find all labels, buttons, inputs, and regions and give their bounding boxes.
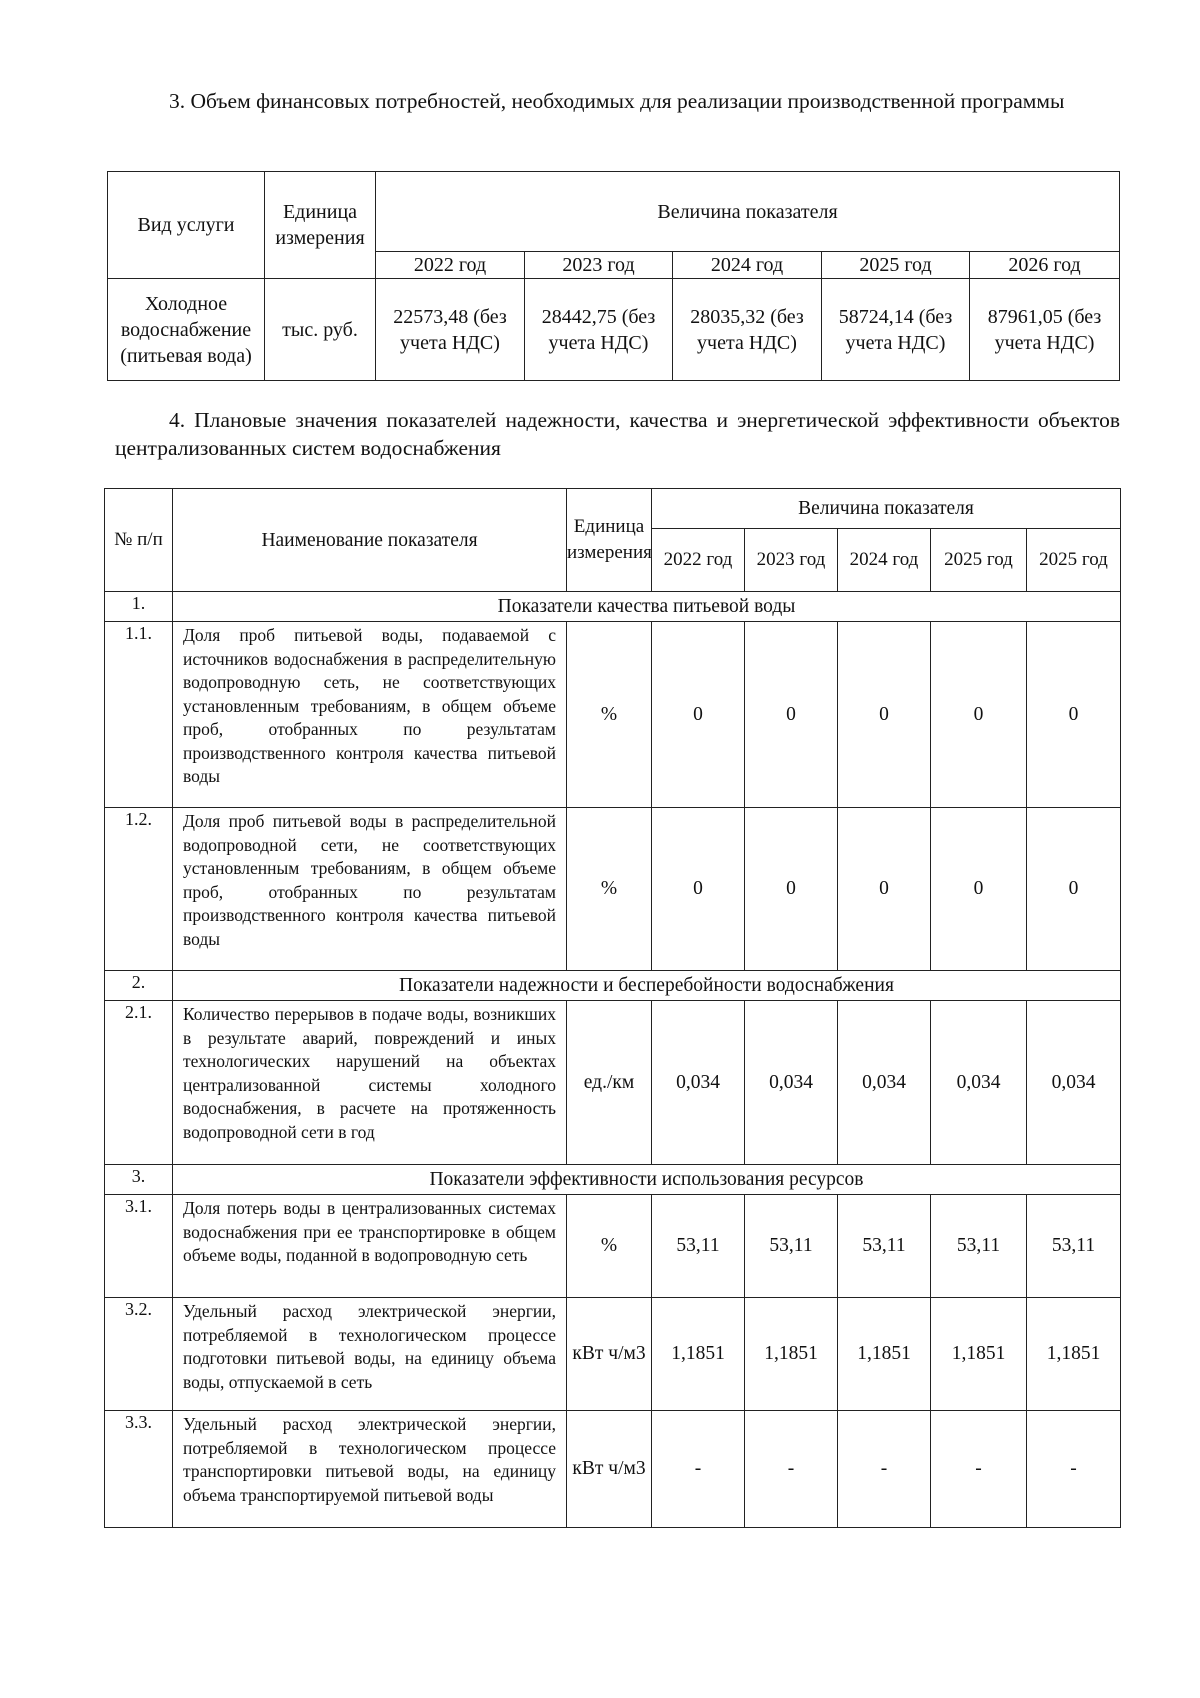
indicator-unit: % [567,622,652,808]
header-year: 2025 год [931,529,1027,592]
indicator-name: Доля потерь воды в централизованных системах водоснабжения при ее транспортировке в общем объеме воды, поданной в водопроводную сеть [173,1195,567,1298]
table-row [105,1195,1121,1298]
header-year: 2023 год [525,252,673,279]
header-year: 2025 год [1027,529,1121,592]
section-num: 1. [105,592,173,622]
header-value: Величина показателя [376,172,1120,252]
value-cell: 0 [838,622,931,808]
value-cell: 0,034 [838,1001,931,1165]
financial-needs-table [107,171,1120,381]
table-row [105,1001,1121,1165]
indicator-name: Удельный расход электрической энергии, потребляемой в технологическом процессе транспортировки питьевой воды, на единицу объема транспортируемой питьевой воды [173,1411,567,1528]
value-cell: 58724,14 (без учета НДС) [822,279,970,381]
indicator-unit: % [567,808,652,971]
row-num: 3.2. [105,1298,173,1411]
value-cell: 0 [931,622,1027,808]
value-cell: 0 [1027,808,1121,971]
section-3-heading: 3. Объем финансовых потребностей, необходимых для реализации производственной программы [169,89,1065,113]
header-name: Наименование показателя [173,489,567,592]
value-cell: 1,1851 [838,1298,931,1411]
service-unit: тыс. руб. [265,279,376,381]
value-cell: 1,1851 [652,1298,745,1411]
header-unit: Единица измерения [567,489,652,592]
value-cell: - [745,1411,838,1528]
value-cell: 0,034 [745,1001,838,1165]
section-row [105,592,1121,622]
section-title: Показатели качества питьевой воды [173,592,1121,622]
header-year: 2022 год [376,252,525,279]
section-row [105,971,1121,1001]
indicator-unit: кВт ч/м3 [567,1298,652,1411]
header-service-type: Вид услуги [108,172,265,279]
indicator-name: Доля проб питьевой воды в распределительной водопроводной сети, не соответствующих установленным требованиям, в общем объеме проб, отобранных по результатам производственного контроля качества питьевой воды [173,808,567,971]
value-cell: 53,11 [1027,1195,1121,1298]
row-num: 3.1. [105,1195,173,1298]
header-year: 2025 год [822,252,970,279]
indicator-name: Доля проб питьевой воды, подаваемой с источников водоснабжения в распределительную водопроводную сеть, не соответствующих установленным требованиям, в общем объеме проб, отобранных по результатам производственного контроля качества питьевой воды [173,622,567,808]
value-cell: - [931,1411,1027,1528]
row-num: 3.3. [105,1411,173,1528]
row-num: 1.1. [105,622,173,808]
value-cell: 28442,75 (без учета НДС) [525,279,673,381]
value-cell: 0 [838,808,931,971]
section-title: Показатели надежности и бесперебойности водоснабжения [173,971,1121,1001]
value-cell: 0 [931,808,1027,971]
header-year: 2026 год [970,252,1120,279]
value-cell: 0,034 [931,1001,1027,1165]
service-name: Холодное водоснабжение (питьевая вода) [108,279,265,381]
value-cell: 22573,48 (без учета НДС) [376,279,525,381]
value-cell: 53,11 [931,1195,1027,1298]
indicator-unit: кВт ч/м3 [567,1411,652,1528]
section-4-heading: 4. Плановые значения показателей надежности, качества и энергетической эффективности объектов централизованных систем водоснабжения [115,408,1120,460]
indicator-unit: % [567,1195,652,1298]
table-row [105,808,1121,971]
value-cell: 0 [652,622,745,808]
table-row [105,1411,1121,1528]
value-cell: 1,1851 [1027,1298,1121,1411]
table-row [105,622,1121,808]
section-title: Показатели эффективности использования ресурсов [173,1165,1121,1195]
header-year: 2024 год [673,252,822,279]
value-cell: 53,11 [838,1195,931,1298]
header-unit: Единица измерения [265,172,376,279]
row-num: 2.1. [105,1001,173,1165]
value-cell: 28035,32 (без учета НДС) [673,279,822,381]
value-cell: 0 [745,808,838,971]
header-year: 2022 год [652,529,745,592]
value-cell: - [652,1411,745,1528]
value-cell: 53,11 [745,1195,838,1298]
section-num: 3. [105,1165,173,1195]
indicator-unit: ед./км [567,1001,652,1165]
value-cell: 0 [652,808,745,971]
section-num: 2. [105,971,173,1001]
indicator-name: Количество перерывов в подаче воды, возникших в результате аварий, повреждений и иных технологических нарушений на объектах централизованной системы холодного водоснабжения, в расчете на протяженность водопроводной сети в год [173,1001,567,1165]
header-year: 2023 год [745,529,838,592]
section-row [105,1165,1121,1195]
value-cell: - [838,1411,931,1528]
value-cell: 0 [745,622,838,808]
header-year: 2024 год [838,529,931,592]
value-cell: 0 [1027,622,1121,808]
value-cell: 1,1851 [931,1298,1027,1411]
indicator-name: Удельный расход электрической энергии, потребляемой в технологическом процессе подготовки питьевой воды, на единицу объема воды, отпускаемой в сеть [173,1298,567,1411]
value-cell: - [1027,1411,1121,1528]
header-num: № п/п [105,489,173,592]
value-cell: 87961,05 (без учета НДС) [970,279,1120,381]
table-row [105,1298,1121,1411]
indicators-table [104,488,1121,1528]
value-cell: 1,1851 [745,1298,838,1411]
value-cell: 0,034 [652,1001,745,1165]
value-cell: 0,034 [1027,1001,1121,1165]
header-value: Величина показателя [652,489,1121,529]
row-num: 1.2. [105,808,173,971]
value-cell: 53,11 [652,1195,745,1298]
